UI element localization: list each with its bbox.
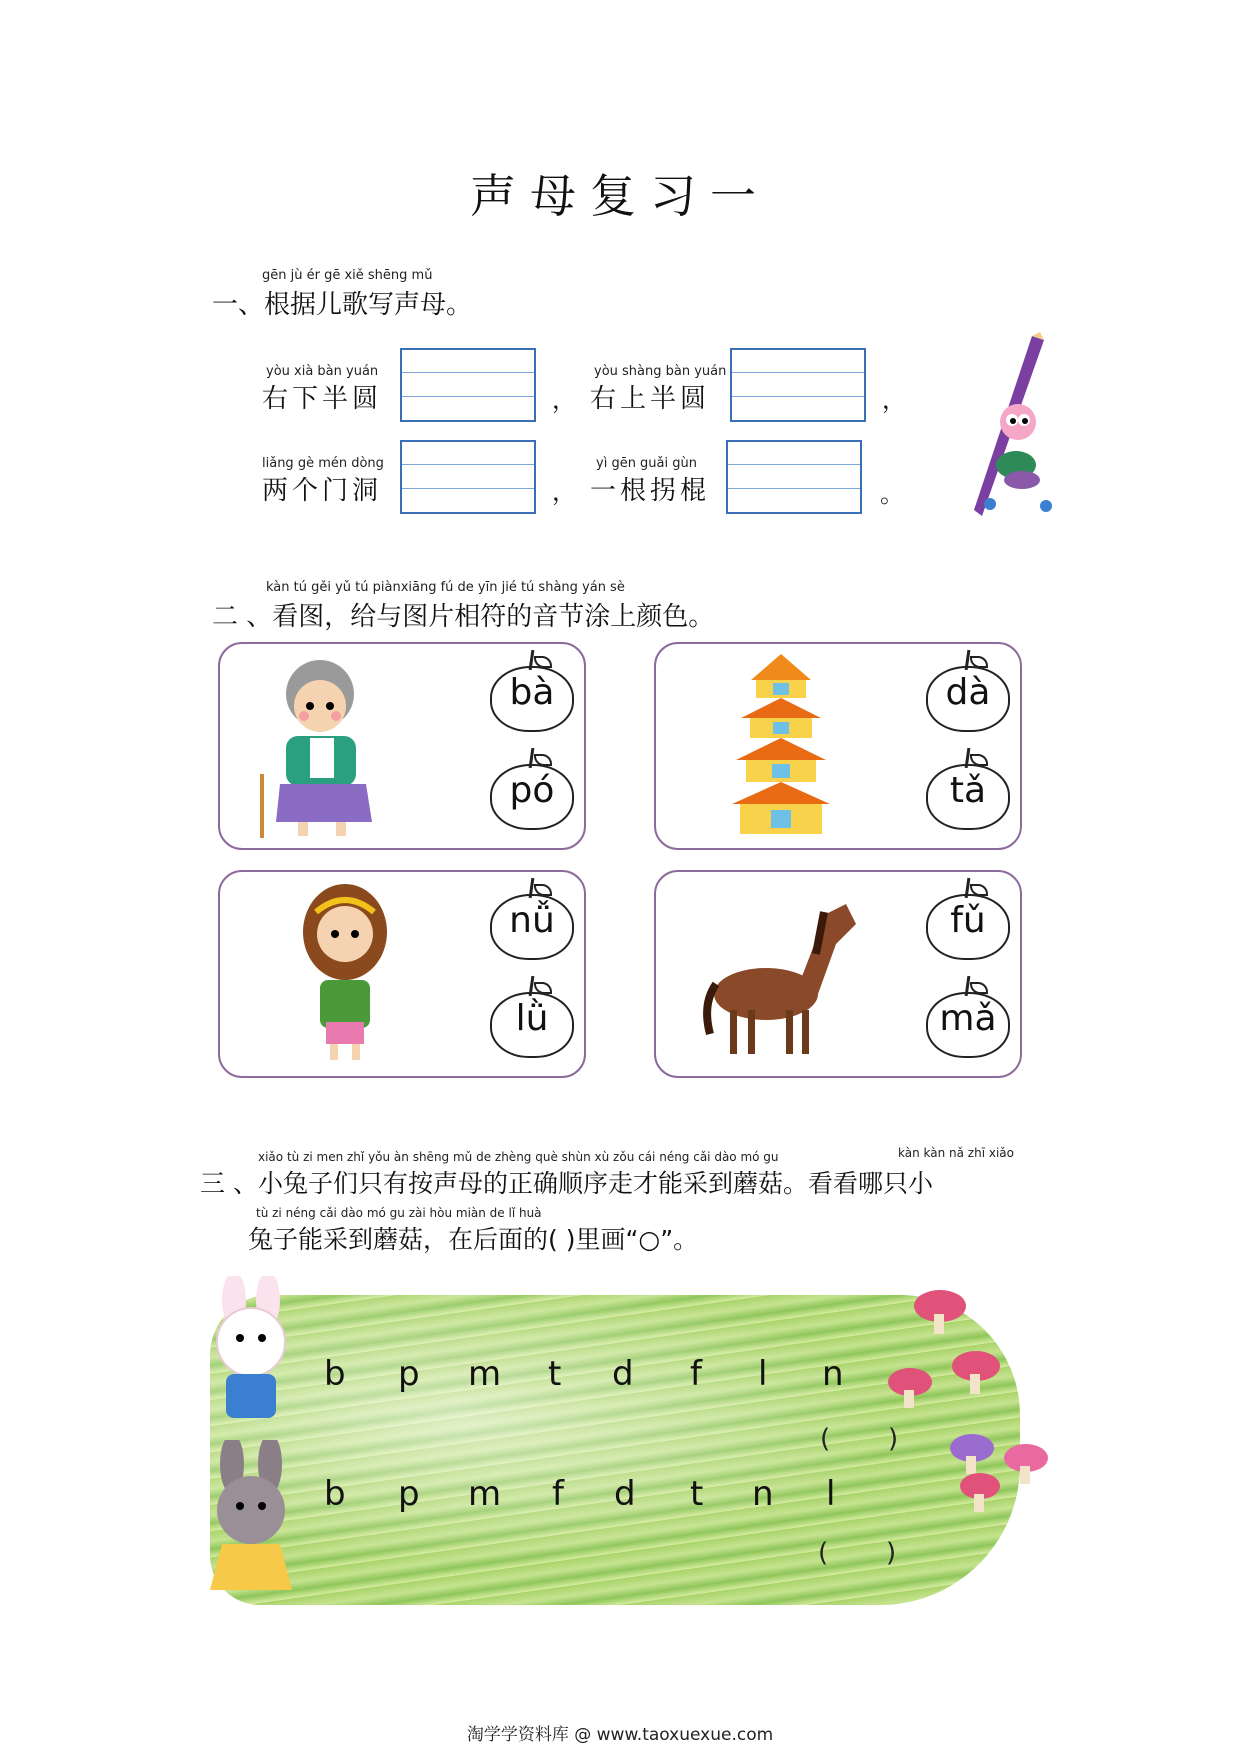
girl-illustration: [290, 882, 400, 1072]
syllable-option-ba[interactable]: [490, 656, 576, 732]
rhyme1-text: 右下半圆: [262, 384, 383, 414]
section1-pinyin: gēn jù ér gē xiě shēng mǔ: [262, 268, 433, 283]
syllable-option-fu[interactable]: [926, 884, 1012, 960]
white-rabbit-illustration: [196, 1276, 306, 1426]
syllable-text: dà: [945, 672, 991, 713]
page-title: 声母复习一: [470, 169, 770, 223]
row2-answer-paren-close[interactable]: ): [886, 1538, 897, 1568]
section3-pinyin-line2: tù zi néng cǎi dào mó gu zài hòu miàn de lǐ huà: [256, 1206, 542, 1220]
syllable-text: tǎ: [949, 770, 987, 811]
syllable-text: bà: [509, 672, 555, 713]
rhyme2-punct: ，: [882, 386, 906, 414]
rhyme1-pinyin: yòu xià bàn yuán: [266, 364, 379, 379]
row2-answer-paren-open[interactable]: (: [818, 1538, 829, 1568]
row1-letter: t: [548, 1354, 562, 1394]
syllable-text: pó: [509, 770, 555, 811]
row2-letter: d: [614, 1474, 636, 1514]
row2-letter: m: [468, 1474, 502, 1514]
section3-pinyin-line1: xiǎo tù zi men zhǐ yǒu àn shēng mǔ de zhèng què shùn xù zǒu cái néng cǎi dào mó gu: [258, 1150, 779, 1164]
row2-letter: p: [398, 1474, 420, 1514]
row2-letter: b: [324, 1474, 346, 1514]
row1-answer-paren-close[interactable]: ): [888, 1424, 899, 1454]
syllable-option-da[interactable]: [926, 656, 1012, 732]
ant-pencil-illustration: [960, 330, 1060, 530]
rhyme2-pinyin: yòu shàng bàn yuán: [594, 364, 727, 379]
syllable-text: lǜ: [515, 998, 549, 1039]
rhyme3-pinyin: liǎng gè mén dòng: [262, 456, 384, 471]
picture-card-pagoda: [654, 642, 1022, 850]
row2-letter: t: [690, 1474, 704, 1514]
gray-rabbit-illustration: [196, 1440, 306, 1600]
picture-card-girl: [218, 870, 586, 1078]
writing-box-4[interactable]: [726, 440, 862, 514]
writing-box-2[interactable]: [730, 348, 866, 422]
rhyme4-pinyin: yì gēn guǎi gùn: [596, 456, 697, 471]
pagoda-illustration: [726, 654, 836, 844]
horse-illustration: [696, 884, 876, 1064]
row2-letter: l: [826, 1474, 836, 1514]
syllable-text: mǎ: [939, 998, 997, 1039]
syllable-option-nu[interactable]: [490, 884, 576, 960]
syllable-text: fǔ: [950, 900, 986, 941]
syllable-option-lu[interactable]: [490, 982, 576, 1058]
row1-letter: p: [398, 1354, 420, 1394]
section2-pinyin: kàn tú gěi yǔ tú piànxiāng fú de yīn jié tú shàng yán sè: [266, 580, 625, 595]
grandma-illustration: [250, 654, 420, 844]
writing-box-3[interactable]: [400, 440, 536, 514]
rhyme4-punct: 。: [880, 480, 904, 508]
syllable-option-ta[interactable]: [926, 754, 1012, 830]
rhyme3-text: 两个门洞: [262, 476, 383, 506]
row1-answer-paren-open[interactable]: (: [820, 1424, 831, 1454]
rhyme2-text: 右上半圆: [590, 384, 711, 414]
row1-letter: b: [324, 1354, 346, 1394]
section1-heading: 一、根据儿歌写声母。: [212, 290, 473, 320]
writing-box-1[interactable]: [400, 348, 536, 422]
rhyme4-text: 一根拐棍: [590, 476, 711, 506]
mushroom-cluster-illustration: [880, 1290, 1060, 1520]
section3-pinyin-line1b: kàn kàn nǎ zhī xiǎo: [898, 1146, 1014, 1160]
rhyme1-punct: ，: [552, 386, 576, 414]
rhyme3-punct: ，: [552, 478, 576, 506]
row1-letter: n: [822, 1354, 844, 1394]
syllable-option-ma[interactable]: [926, 982, 1012, 1058]
row1-letter: d: [612, 1354, 634, 1394]
picture-card-horse: [654, 870, 1022, 1078]
row2-letter: n: [752, 1474, 774, 1514]
row2-letter: f: [552, 1474, 564, 1514]
section2-heading: 二 、看图，给与图片相符的音节涂上颜色。: [212, 602, 715, 632]
row1-letter: m: [468, 1354, 502, 1394]
syllable-option-po[interactable]: [490, 754, 576, 830]
section3-line1: 三 、小兔子们只有按声母的正确顺序走才能采到蘑菇。看看哪只小: [200, 1169, 933, 1198]
row1-letter: l: [758, 1354, 768, 1394]
section3-line2: 兔子能采到蘑菇，在后面的( )里画“○”。: [248, 1225, 699, 1254]
row1-letter: f: [690, 1354, 702, 1394]
footer-watermark: 淘学学资料库 @ www.taoxuexue.com: [466, 1725, 774, 1745]
picture-card-grandma: [218, 642, 586, 850]
syllable-text: nǚ: [509, 900, 555, 941]
